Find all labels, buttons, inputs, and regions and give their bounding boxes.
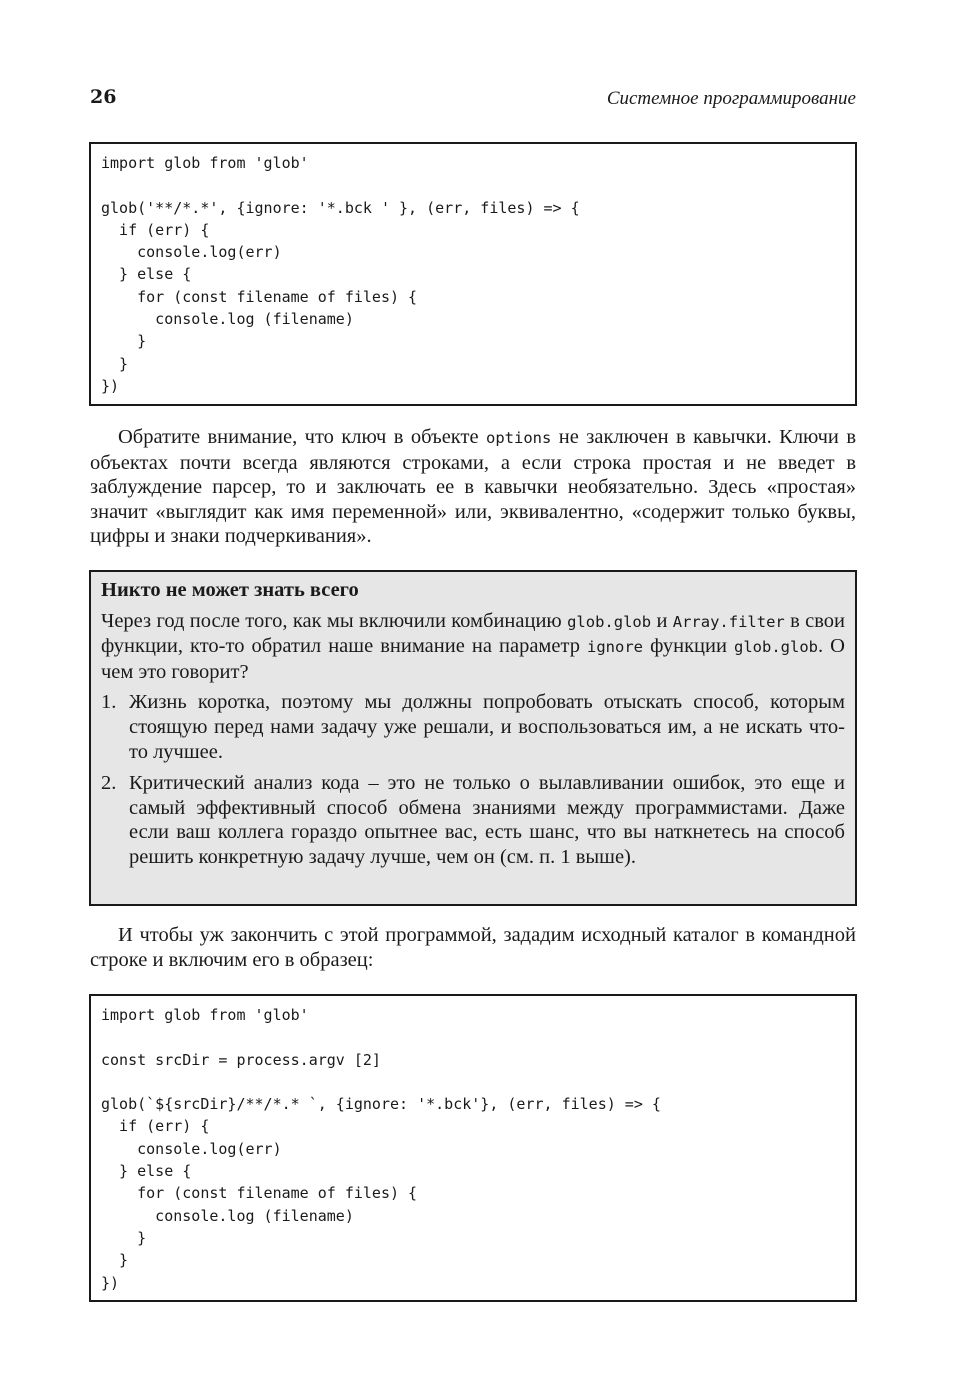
note-text: и [651,609,673,632]
paragraph-finish-program [90,923,856,972]
running-title: Системное программирование [606,88,856,109]
paragraph-text: не заключен в кавычки. Ключи в объектах почти всегда являются строками, а если строка простая и не введет в заблуждение парсер, то и заключать ее в кавычки необязательно. Здесь «простая» значит «выглядит как имя переменной» или, эквивалентно, «содержит только буквы, цифры и знаки подчеркивания». [90,426,856,548]
list-item [101,771,845,869]
code-block-1-text: import glob from 'glob' glob('**/*.*', {ignore: '*.bck ' }, (err, files) => { if (err) { console.log(err) } else { for (const filename of files) { console.log (filename) } } }) [101,154,580,395]
note-sidebar [89,570,857,906]
note-text: в свои функции, кто-то обратил наше внимание на параметр [101,609,845,658]
list-item [101,690,845,764]
inline-code-options: options [486,429,552,447]
note-body [101,609,845,685]
list-item-number: 2. [101,772,117,795]
paragraph-text: И чтобы уж закончить с этой программой, зададим исходный каталог в командной строке и включим его в образец: [90,924,856,971]
list-item-text: Критический анализ кода – это не только о вылавливании ошибок, это еще и самый эффективный способ обмена знаниями между программистами. Даже если ваш коллега гораздо опытнее вас, есть шанс, что вы наткнетесь на способ решить конкретную задачу лучше, чем он (см. п. 1 выше). [129,772,845,868]
paragraph-options-key [90,425,856,549]
list-item-text: Жизнь коротка, поэтому мы должны попробовать отыскать способ, которым стоящую перед нами задачу уже решали, и воспользоваться им, а не искать что-то лучшее. [129,691,845,763]
code-block-2-text: import glob from 'glob' const srcDir = process.argv [2] glob(`${srcDir}/**/*.* `, {ignore: '*.bck'}, (err, files) => { if (err) { console.log(err) } else { for (const filename of files) { console.log (filename) } } }) [101,1006,661,1292]
note-text: функции [643,635,734,658]
page-number: 26 [90,86,117,108]
inline-code-glob: glob.glob [567,612,652,631]
inline-code-ignore: ignore [587,638,644,657]
note-list [101,690,845,869]
note-title: Никто не может знать всего [101,579,359,601]
paragraph-text: Обратите внимание, что ключ в объекте [118,426,486,448]
code-block-1 [89,142,857,406]
inline-code-array-filter: Array.filter [672,612,785,631]
inline-code-glob: glob.glob [734,638,818,657]
note-text: . О чем это говорит? [101,635,845,683]
list-item-number: 1. [101,691,117,714]
note-text: Через год после того, как мы включили комбинацию [101,609,568,632]
code-block-2 [89,994,857,1302]
